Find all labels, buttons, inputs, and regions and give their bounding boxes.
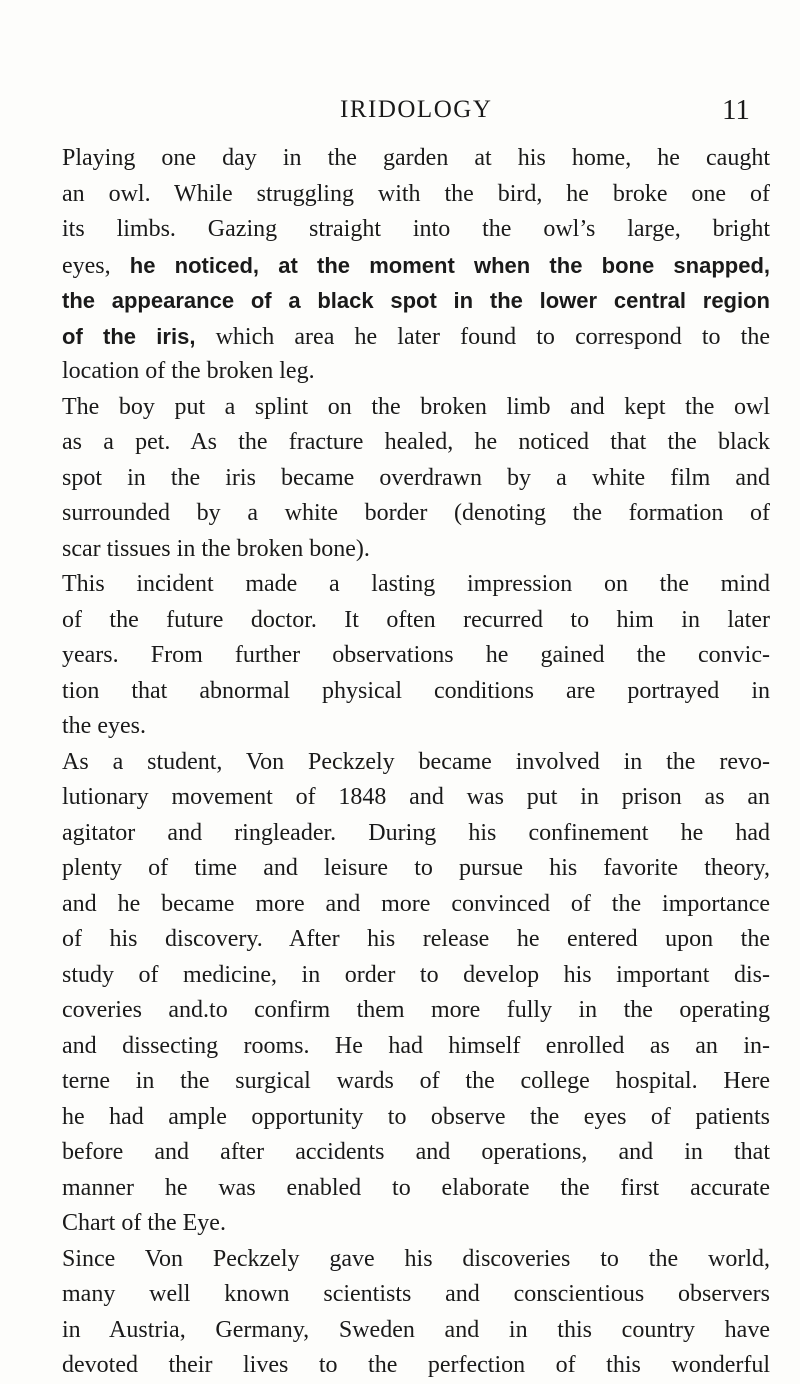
text-line xyxy=(62,993,770,1029)
text-segment: which area he later found to correspond to the xyxy=(195,323,770,350)
text-line xyxy=(62,532,770,568)
text-segment: As a student, Von Peckzely became involved in the revo- xyxy=(62,748,770,775)
text-line xyxy=(62,425,770,461)
text-line xyxy=(62,1348,770,1384)
text-segment: agitator and ringleader. During his confinement he had xyxy=(62,819,770,846)
text-line xyxy=(62,1029,770,1065)
text-segment: eyes, xyxy=(62,252,130,279)
text-line xyxy=(62,603,770,639)
text-segment: the eyes. xyxy=(62,713,146,739)
text-line xyxy=(62,141,770,177)
text-line xyxy=(62,1135,770,1171)
text-segment: spot in the iris became overdrawn by a white film and xyxy=(62,464,770,491)
text-line xyxy=(62,1100,770,1136)
bold-text-segment: the appearance of a black spot in the lower central region xyxy=(62,288,770,313)
text-line xyxy=(62,283,770,319)
text-segment: surrounded by a white border (denoting the formation of xyxy=(62,500,770,526)
text-segment: location of the broken leg. xyxy=(62,358,315,384)
bold-text-segment: of the iris, xyxy=(62,323,196,349)
text-line xyxy=(62,1171,770,1207)
text-segment: of the future doctor. It often recurred to him in later xyxy=(62,606,770,633)
text-line xyxy=(62,745,770,781)
text-line xyxy=(62,1242,770,1278)
text-line xyxy=(62,319,770,355)
text-line xyxy=(62,461,770,497)
text-segment: study of medicine, in order to develop his important dis- xyxy=(62,961,770,988)
text-segment: years. From further observations he gained the convic- xyxy=(62,642,770,668)
text-segment: in Austria, Germany, Sweden and in this country have xyxy=(62,1316,770,1343)
text-segment: scar tissues in the broken bone). xyxy=(62,535,370,562)
text-line xyxy=(62,390,770,426)
bold-text-segment: he noticed, at the moment when the bone snapped, xyxy=(129,252,770,278)
text-segment: its limbs. Gazing straight into the owl’s large, bright xyxy=(62,216,770,242)
text-line xyxy=(62,780,770,816)
running-head-title: IRIDOLOGY xyxy=(340,96,493,123)
text-segment: Since Von Peckzely gave his discoveries to the world, xyxy=(62,1245,770,1272)
text-line xyxy=(62,887,770,923)
text-line xyxy=(62,496,770,532)
text-line xyxy=(62,212,770,248)
text-segment: and he became more and more convinced of the importance xyxy=(62,890,770,917)
text-segment: he had ample opportunity to observe the eyes of patients xyxy=(62,1103,770,1130)
text-segment: This incident made a lasting impression on the mind xyxy=(62,571,770,597)
text-segment: before and after accidents and operations, and in that xyxy=(62,1139,770,1165)
text-segment: plenty of time and leisure to pursue his favorite theory, xyxy=(62,855,770,881)
text-segment: devoted their lives to the perfection of this wonderful xyxy=(62,1352,770,1378)
body-text xyxy=(62,141,770,1384)
text-line xyxy=(62,1064,770,1100)
text-segment: lutionary movement of 1848 and was put in prison as an xyxy=(62,784,770,810)
text-line xyxy=(62,248,770,284)
text-line xyxy=(62,709,770,745)
text-segment: manner he was enabled to elaborate the first accurate xyxy=(62,1174,770,1201)
text-segment: Playing one day in the garden at his home, he caught xyxy=(62,145,770,171)
text-line xyxy=(62,1277,770,1313)
text-line xyxy=(62,958,770,994)
text-line xyxy=(62,567,770,603)
text-line xyxy=(62,851,770,887)
text-segment: many well known scientists and conscientious observers xyxy=(62,1281,770,1307)
text-line xyxy=(62,177,770,213)
text-segment: coveries and.to confirm them more fully in the operating xyxy=(62,997,770,1023)
page-number: 11 xyxy=(722,94,750,126)
text-line xyxy=(62,354,770,390)
text-segment: Chart of the Eye. xyxy=(62,1210,226,1236)
text-line xyxy=(62,674,770,710)
text-line xyxy=(62,638,770,674)
text-line xyxy=(62,922,770,958)
text-segment: of his discovery. After his release he entered upon the xyxy=(62,926,770,952)
text-line xyxy=(62,816,770,852)
text-segment: terne in the surgical wards of the college hospital. Here xyxy=(62,1068,770,1094)
running-head xyxy=(0,90,800,130)
text-line xyxy=(62,1313,770,1349)
text-segment: tion that abnormal physical conditions are portrayed in xyxy=(62,677,770,704)
text-segment: and dissecting rooms. He had himself enrolled as an in- xyxy=(62,1032,770,1059)
text-segment: as a pet. As the fracture healed, he noticed that the black xyxy=(62,429,770,455)
text-segment: The boy put a splint on the broken limb and kept the owl xyxy=(62,393,770,420)
text-segment: an owl. While struggling with the bird, he broke one of xyxy=(62,180,770,207)
text-line xyxy=(62,1206,770,1242)
